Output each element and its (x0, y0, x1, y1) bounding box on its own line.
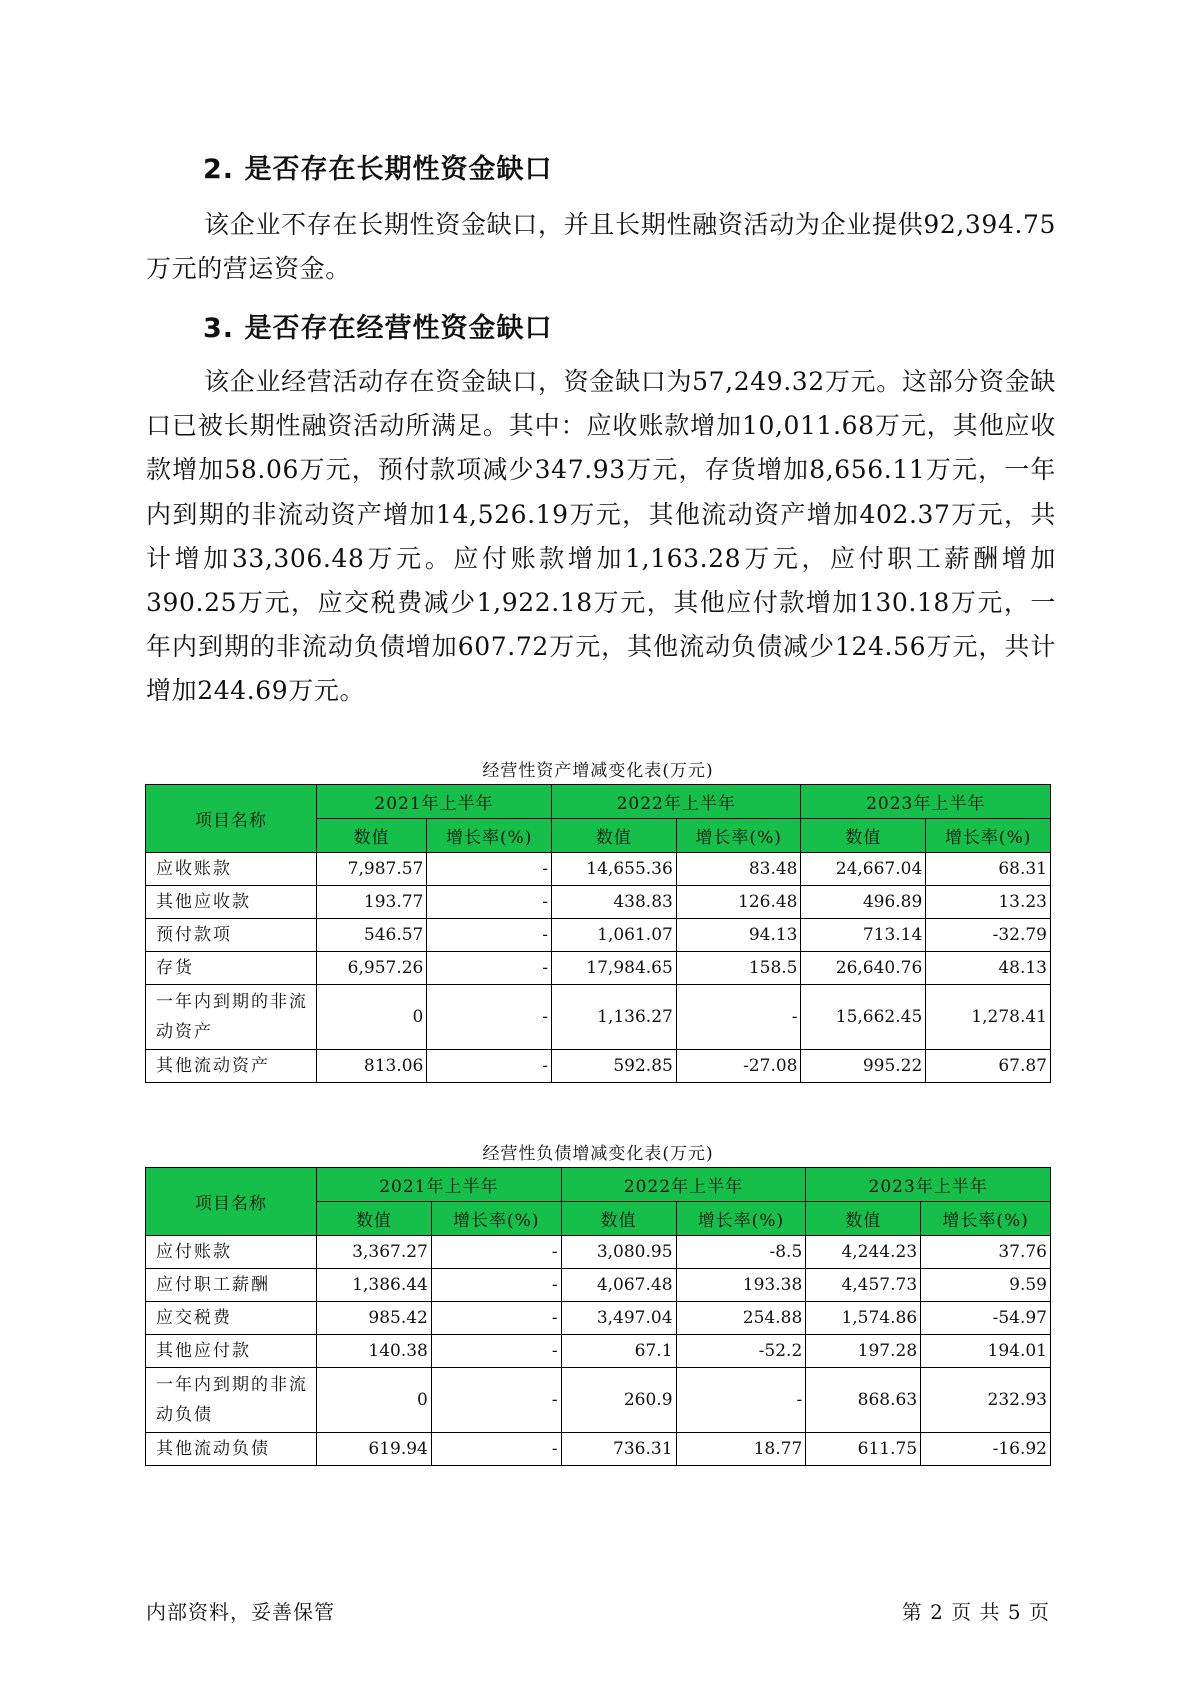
table-row (146, 952, 1051, 985)
cell-growth-rate: 37.76 (921, 1236, 1051, 1269)
liabilities-table-caption: 经营性负债增减变化表(万元) (482, 1144, 714, 1164)
cell-value: 619.94 (317, 1433, 432, 1466)
assets-table-body (146, 853, 1051, 1083)
cell-growth-rate: 1,278.41 (926, 985, 1051, 1050)
cell-growth-rate: - (427, 952, 552, 985)
cell-value: 995.22 (801, 1050, 926, 1083)
cell-growth-rate: 9.59 (921, 1269, 1051, 1302)
cell-growth-rate: - (427, 853, 552, 886)
header-period: 2022年上半年 (552, 785, 801, 819)
header-growth: 增长率(%) (427, 819, 552, 853)
assets-table (145, 784, 1051, 1083)
cell-value: 4,457.73 (806, 1269, 921, 1302)
row-item-name: 其他应收款 (146, 886, 317, 919)
cell-growth-rate: 193.38 (676, 1269, 806, 1302)
assets-table-caption: 经营性资产增减变化表(万元) (482, 761, 714, 781)
cell-growth-rate: 18.77 (676, 1433, 806, 1466)
cell-growth-rate: - (431, 1433, 561, 1466)
table-row (146, 1433, 1051, 1466)
table-row (146, 985, 1051, 1050)
cell-growth-rate: 94.13 (676, 919, 801, 952)
cell-value: 546.57 (317, 919, 427, 952)
cell-value: 813.06 (317, 1050, 427, 1083)
cell-growth-rate: 254.88 (676, 1302, 806, 1335)
table-row (146, 1302, 1051, 1335)
header-period: 2021年上半年 (317, 785, 552, 819)
cell-value: 868.63 (806, 1368, 921, 1433)
cell-value: 1,386.44 (317, 1269, 432, 1302)
table-row (146, 1269, 1051, 1302)
liabilities-table-body (146, 1236, 1051, 1466)
row-item-name: 存货 (146, 952, 317, 985)
cell-value: 197.28 (806, 1335, 921, 1368)
cell-value: 0 (317, 1368, 432, 1433)
cell-growth-rate: 83.48 (676, 853, 801, 886)
cell-value: 3,080.95 (561, 1236, 676, 1269)
cell-value: 985.42 (317, 1302, 432, 1335)
cell-growth-rate: - (676, 1368, 806, 1433)
cell-growth-rate: -52.2 (676, 1335, 806, 1368)
cell-value: 67.1 (561, 1335, 676, 1368)
row-item-name: 其他流动资产 (146, 1050, 317, 1083)
footer-confidential-note: 内部资料，妥善保管 (146, 1600, 335, 1624)
liabilities-table-header (146, 1168, 1051, 1236)
cell-value: 140.38 (317, 1335, 432, 1368)
header-period: 2023年上半年 (806, 1168, 1051, 1202)
header-value: 数值 (806, 1202, 921, 1236)
header-growth: 增长率(%) (926, 819, 1051, 853)
cell-growth-rate: 158.5 (676, 952, 801, 985)
table-row (146, 1368, 1051, 1433)
footer-page-number: 第 2 页 共 5 页 (901, 1600, 1050, 1624)
liabilities-table (145, 1167, 1051, 1466)
cell-growth-rate: 194.01 (921, 1335, 1051, 1368)
row-item-name: 应交税费 (146, 1302, 317, 1335)
cell-value: 26,640.76 (801, 952, 926, 985)
row-item-name: 预付款项 (146, 919, 317, 952)
cell-value: 1,061.07 (552, 919, 677, 952)
row-item-name: 一年内到期的非流动负债 (146, 1368, 317, 1433)
header-item-name: 项目名称 (146, 785, 317, 853)
section-2-paragraph: 该企业不存在长期性资金缺口，并且长期性融资活动为企业提供92,394.75万元的营运资金。 (146, 210, 1056, 284)
table-row (146, 1050, 1051, 1083)
cell-growth-rate: - (431, 1335, 561, 1368)
cell-value: 592.85 (552, 1050, 677, 1083)
cell-growth-rate: - (431, 1368, 561, 1433)
header-value: 数值 (317, 1202, 432, 1236)
cell-growth-rate: -8.5 (676, 1236, 806, 1269)
header-period: 2021年上半年 (317, 1168, 562, 1202)
header-value: 数值 (561, 1202, 676, 1236)
cell-value: 611.75 (806, 1433, 921, 1466)
row-item-name: 应付账款 (146, 1236, 317, 1269)
cell-value: 24,667.04 (801, 853, 926, 886)
cell-value: 3,367.27 (317, 1236, 432, 1269)
row-item-name: 其他应付款 (146, 1335, 317, 1368)
header-growth: 增长率(%) (676, 819, 801, 853)
cell-value: 1,136.27 (552, 985, 677, 1050)
cell-growth-rate: 13.23 (926, 886, 1051, 919)
header-period: 2023年上半年 (801, 785, 1051, 819)
cell-growth-rate: 68.31 (926, 853, 1051, 886)
row-item-name: 其他流动负债 (146, 1433, 317, 1466)
header-growth: 增长率(%) (676, 1202, 806, 1236)
cell-value: 0 (317, 985, 427, 1050)
cell-value: 260.9 (561, 1368, 676, 1433)
cell-value: 4,067.48 (561, 1269, 676, 1302)
section-3-heading: 3. 是否存在经营性资金缺口 (203, 313, 553, 344)
cell-growth-rate: 126.48 (676, 886, 801, 919)
cell-growth-rate: - (427, 985, 552, 1050)
header-value: 数值 (801, 819, 926, 853)
table-row (146, 886, 1051, 919)
cell-growth-rate: 48.13 (926, 952, 1051, 985)
cell-value: 713.14 (801, 919, 926, 952)
cell-value: 15,662.45 (801, 985, 926, 1050)
section-3-paragraph: 该企业经营活动存在资金缺口，资金缺口为57,249.32万元。这部分资金缺口已被长期性融资活动所满足。其中：应收账款增加10,011.68万元，其他应收款增加58.06万元，预付款项减少347.93万元，存货增加8,656.11万元，一年内到期的非流动资产增加14,526.19万元，其他流动资产增加402.37万元，共计增加33,306.48万元。应付账款增加1,163.28万元，应付职工薪酬增加390.25万元，应交税费减少1,922.18万元，其他应付款增加130.18万元，一年内到期的非流动负债增加607.72万元，其他流动负债减少124.56万元，共计增加244.69万元。 (146, 367, 1056, 706)
cell-value: 438.83 (552, 886, 677, 919)
cell-value: 6,957.26 (317, 952, 427, 985)
table-row (146, 1335, 1051, 1368)
header-item-name: 项目名称 (146, 1168, 317, 1236)
cell-value: 496.89 (801, 886, 926, 919)
cell-growth-rate: - (427, 886, 552, 919)
header-growth: 增长率(%) (431, 1202, 561, 1236)
cell-value: 1,574.86 (806, 1302, 921, 1335)
cell-growth-rate: -32.79 (926, 919, 1051, 952)
row-item-name: 应付职工薪酬 (146, 1269, 317, 1302)
cell-growth-rate: - (427, 1050, 552, 1083)
cell-growth-rate: - (427, 919, 552, 952)
cell-value: 3,497.04 (561, 1302, 676, 1335)
cell-value: 4,244.23 (806, 1236, 921, 1269)
header-growth: 增长率(%) (921, 1202, 1051, 1236)
cell-growth-rate: -27.08 (676, 1050, 801, 1083)
cell-growth-rate: 232.93 (921, 1368, 1051, 1433)
cell-value: 736.31 (561, 1433, 676, 1466)
section-2-heading: 2. 是否存在长期性资金缺口 (203, 154, 553, 185)
cell-value: 7,987.57 (317, 853, 427, 886)
header-value: 数值 (552, 819, 677, 853)
cell-value: 193.77 (317, 886, 427, 919)
cell-growth-rate: - (431, 1269, 561, 1302)
row-item-name: 应收账款 (146, 853, 317, 886)
row-item-name: 一年内到期的非流动资产 (146, 985, 317, 1050)
cell-growth-rate: - (431, 1236, 561, 1269)
cell-value: 17,984.65 (552, 952, 677, 985)
table-row (146, 1236, 1051, 1269)
assets-table-header (146, 785, 1051, 853)
header-value: 数值 (317, 819, 427, 853)
cell-value: 14,655.36 (552, 853, 677, 886)
cell-growth-rate: -54.97 (921, 1302, 1051, 1335)
cell-growth-rate: - (431, 1302, 561, 1335)
table-row (146, 853, 1051, 886)
cell-growth-rate: 67.87 (926, 1050, 1051, 1083)
table-row (146, 919, 1051, 952)
cell-growth-rate: - (676, 985, 801, 1050)
header-period: 2022年上半年 (561, 1168, 806, 1202)
cell-growth-rate: -16.92 (921, 1433, 1051, 1466)
